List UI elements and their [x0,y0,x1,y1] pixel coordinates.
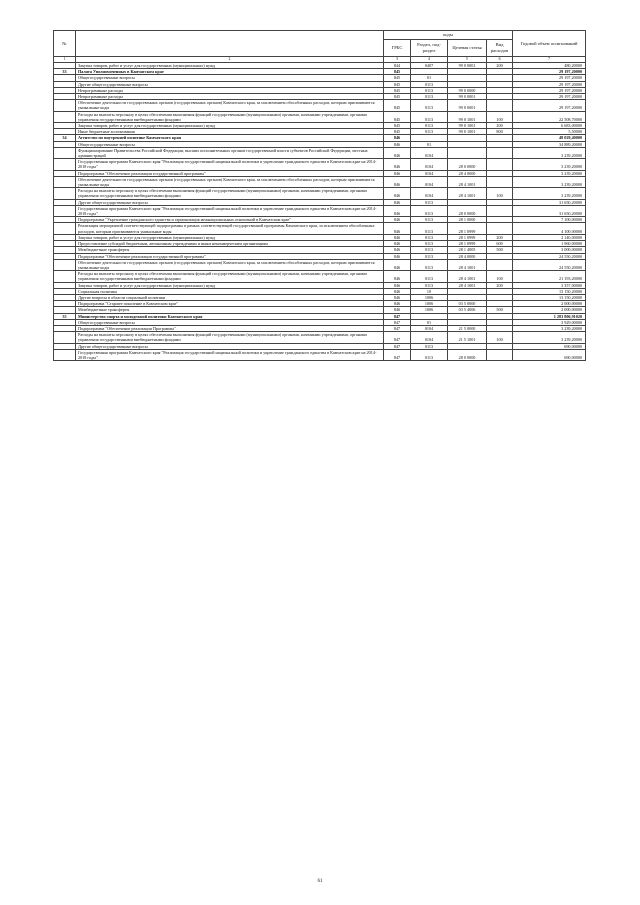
row-name: Общегосударственные вопросы [76,319,384,325]
row-name: Расходы на выплаты персоналу в целях обеспечения выполнения функций государственными (муниципальными) органами, казенными учреждениями, органами управления государственными внебюджетными фондами [76,111,384,122]
row-expense-type [487,259,513,270]
row-razdel: 0113 [411,343,448,349]
row-grbs: 846 [384,176,411,187]
row-razdel: 0113 [411,247,448,253]
row-num [54,349,76,360]
row-target-article: 03 5 4006 [448,307,487,313]
row-target-article: 28 4 1001 [448,271,487,282]
row-grbs: 846 [384,241,411,247]
row-expense-type: 200 [487,282,513,288]
row-name: Непрограммные расходы [76,87,384,93]
row-grbs: 846 [384,271,411,282]
row-num [54,100,76,111]
row-amount: 29 197,20000 [513,100,586,111]
row-razdel: 0113 [411,94,448,100]
row-grbs: 846 [384,188,411,199]
row-target-article: 28 1 0999 [448,241,487,247]
row-amount: 690,00000 [513,343,586,349]
row-amount: 29 197,20000 [513,75,586,81]
row-grbs: 845 [384,94,411,100]
row-grbs: 845 [384,69,411,75]
row-target-article: 28 4 1001 [448,176,487,187]
row-name: Другие общегосударственные вопросы [76,199,384,205]
row-target-article: 28 0 0000 [448,159,487,170]
row-amount: 1 283 806,91020 [513,313,586,319]
row-expense-type [487,176,513,187]
row-grbs: 847 [384,349,411,360]
row-num [54,188,76,199]
row-grbs: 846 [384,307,411,313]
row-amount: 3 929,00000 [513,319,586,325]
row-expense-type [487,147,513,158]
row-amount: 5,50000 [513,129,586,135]
row-num [54,111,76,122]
row-razdel: 1006 [411,294,448,300]
row-name: Подпрограмма "Обеспечение реализации Программы" [76,325,384,331]
row-amount: 3 239,20000 [513,325,586,331]
header-codes: коды [384,31,513,40]
row-grbs: 846 [384,234,411,240]
row-grbs: 847 [384,343,411,349]
row-expense-type: 100 [487,332,513,343]
row-name: Закупка товаров, работ и услуг для государственных (муниципальных) нужд [76,282,384,288]
table-row [54,111,586,122]
row-expense-type [487,159,513,170]
row-name: Расходы на выплаты персоналу в целях обеспечения выполнения функций государственными (муниципальными) органами, казенными учреждениями, органами управления государственными внебюджетными фондами [76,271,384,282]
row-name: Другие вопросы в области социальной политики [76,294,384,300]
row-name: Закупка товаров, работ и услуг для государственных (муниципальных) нужд [76,234,384,240]
header-num: № [54,31,76,57]
row-grbs: 846 [384,135,411,141]
table-body [54,63,586,361]
row-amount: 22 508,70000 [513,111,586,122]
row-expense-type: 200 [487,63,513,69]
row-razdel: 0113 [411,349,448,360]
row-razdel: 0113 [411,271,448,282]
row-expense-type: 100 [487,188,513,199]
row-target-article: 99 0 0001 [448,100,487,111]
header-sum: Годовой объем ассигнований [513,31,586,57]
row-amount: 2 000,00000 [513,301,586,307]
row-name: Социальная политика [76,288,384,294]
table-row [54,271,586,282]
row-name: Расходы на выплаты персоналу в целях обеспечения выполнения функций государственными (муниципальными) органами, казенными учреждениями, органами управления государственными внебюджетными фондами [76,188,384,199]
row-name: Иные бюджетные ассигнования [76,129,384,135]
row-num: 35 [54,313,76,319]
row-grbs: 846 [384,170,411,176]
row-amount: 6 683,00000 [513,123,586,129]
row-name: Обеспечение деятельности государственных органов (государственных органов) Камчатского края, за исключением обособленных расходов, которым присваиваются уникальные коды [76,259,384,270]
row-amount: 29 197,20000 [513,94,586,100]
row-amount: 24 550,20000 [513,259,586,270]
budget-table-sheet [53,30,585,361]
table-row [54,349,586,360]
row-razdel: 01 [411,141,448,147]
row-razdel: 0104 [411,188,448,199]
header-index-6: 6 [487,57,513,63]
row-amount: 2 140,00000 [513,234,586,240]
row-target-article: 99 0 0001 [448,63,487,69]
row-grbs: 844 [384,63,411,69]
row-amount: 13 150,20000 [513,288,586,294]
row-amount: 690,00000 [513,349,586,360]
header-index-7: 7 [513,57,586,63]
table-header [54,31,586,63]
row-target-article: 03 5 0000 [448,301,487,307]
row-razdel: 0113 [411,253,448,259]
row-name: Государственная программа Камчатского края "Реализация государственной национальной политики и укрепление гражданского единства в Камчатском крае на 2014-2018 годы" [76,349,384,360]
row-name: Функционирование Правительства Российской Федерации, высших исполнительных органов государственной власти субъектов Российской Федерации, местных администраций [76,147,384,158]
row-name: Расходы на выплаты персоналу в целях обеспечения выполнения функций государственными (муниципальными) органами, казенными учреждениями, органами управления государственными внебюджетными фондами [76,332,384,343]
row-grbs: 846 [384,253,411,259]
budget-table [53,30,586,361]
row-amount: 21 193,20000 [513,271,586,282]
row-razdel: 0104 [411,159,448,170]
row-amount: 3 239,20000 [513,332,586,343]
header-cst: Целевая статья [448,40,487,57]
row-grbs: 845 [384,81,411,87]
row-target-article: 28 1 0999 [448,223,487,234]
row-razdel: 10 [411,288,448,294]
row-name: Подпрограмма "Укрепление гражданского единства и гармонизация межнациональных отношений в Камчатском крае" [76,217,384,223]
row-amount: 3 239,20000 [513,170,586,176]
row-amount: 7 100,00000 [513,217,586,223]
row-grbs: 846 [384,141,411,147]
row-target-article: 28 0 0000 [448,349,487,360]
row-grbs: 847 [384,332,411,343]
row-amount: 34 889,20000 [513,141,586,147]
row-target-article: 21 5 1001 [448,332,487,343]
table-row [54,223,586,234]
row-razdel: 0113 [411,100,448,111]
table-row [54,100,586,111]
row-target-article: 28 4 0000 [448,253,487,259]
row-grbs: 845 [384,100,411,111]
row-grbs: 846 [384,301,411,307]
row-target-article [448,147,487,158]
row-razdel: 01 [411,319,448,325]
header-index-1: 1 [54,57,76,63]
row-grbs: 845 [384,123,411,129]
row-razdel: 1006 [411,307,448,313]
row-expense-type: 200 [487,123,513,129]
row-razdel: 0113 [411,205,448,216]
row-expense-type: 800 [487,129,513,135]
row-razdel: 0113 [411,87,448,93]
row-razdel: 0113 [411,223,448,234]
row-target-article: 99 0 1001 [448,129,487,135]
row-name: Государственная программа Камчатского края "Реализация государственной национальной политики и укрепление гражданского единства в Камчатском крае на 2014-2018 годы" [76,159,384,170]
row-razdel: 0113 [411,234,448,240]
row-target-article: 28 4 1001 [448,188,487,199]
row-razdel: 0104 [411,170,448,176]
row-name: Обеспечение деятельности государственных органов (государственных органов) Камчатского края, за исключением обособленных расходов, которым присваиваются уникальные коды [76,176,384,187]
row-amount: 48 029,40000 [513,135,586,141]
row-name: Закупка товаров, работ и услуг для государственных (муниципальных) нужд [76,63,384,69]
row-target-article: 28 4 1001 [448,259,487,270]
row-grbs: 847 [384,313,411,319]
row-razdel: 0104 [411,332,448,343]
header-razdel: Раздел, под-раздел [411,40,448,57]
row-razdel: 0113 [411,217,448,223]
row-amount: 29 197,20000 [513,69,586,75]
row-expense-type: 200 [487,234,513,240]
row-amount: 2 000,00000 [513,307,586,313]
row-target-article: 28 0 0000 [448,205,487,216]
row-grbs: 846 [384,199,411,205]
header-index-5: 5 [448,57,487,63]
row-target-article: 99 0 0000 [448,87,487,93]
row-grbs: 846 [384,159,411,170]
row-amount: 3 357,00000 [513,282,586,288]
row-num: 34 [54,135,76,141]
row-grbs: 845 [384,129,411,135]
row-grbs: 847 [384,319,411,325]
row-name: Реализация мероприятий соответствующей подпрограммы в рамках соответствующей государственной программы Камчатского края, за исключением обособленных расходов, которым присваиваются уникальные коды [76,223,384,234]
row-amount: 13 150,20000 [513,294,586,300]
header-grbs: ГРБС [384,40,411,57]
row-expense-type: 600 [487,241,513,247]
row-num [54,223,76,234]
row-razdel: 0104 [411,176,448,187]
row-razdel: 0113 [411,199,448,205]
table-row [54,147,586,158]
row-amount: 3 239,20000 [513,176,586,187]
row-razdel: 0113 [411,129,448,135]
row-num [54,205,76,216]
row-grbs: 846 [384,223,411,234]
row-amount: 1 960,00000 [513,241,586,247]
row-name: Общегосударственные вопросы [76,141,384,147]
row-target-article: 28 4 1001 [448,282,487,288]
row-expense-type [487,223,513,234]
row-name: Обеспечение деятельности государственных органов (государственных органов) Камчатского края, за исключением обособленных расходов, которым присваиваются уникальные коды [76,100,384,111]
header-vid: Вид расходов [487,40,513,57]
row-target-article: 21 5 0000 [448,325,487,331]
row-name: Палата Уполномоченных в Камчатском крае [76,69,384,75]
row-target-article: 99 0 0001 [448,94,487,100]
row-target-article: 99 0 1001 [448,111,487,122]
row-razdel: 0113 [411,259,448,270]
row-amount: 3 000,00000 [513,247,586,253]
row-expense-type: 500 [487,247,513,253]
row-razdel: 01 [411,75,448,81]
row-expense-type [487,100,513,111]
row-razdel: 0113 [411,282,448,288]
row-name: Непрограммные расходы [76,94,384,100]
row-expense-type [487,205,513,216]
row-name: Министерство спорта и молодежной политики Камчатского края [76,313,384,319]
row-grbs: 846 [384,282,411,288]
row-target-article: 28 1 0999 [448,234,487,240]
row-name: Межбюджетные трансферты [76,307,384,313]
row-target-article: 28 1 0000 [448,217,487,223]
row-amount: 29 197,20000 [513,81,586,87]
row-razdel: 0113 [411,123,448,129]
row-amount: 4 100,00000 [513,223,586,234]
row-grbs: 846 [384,147,411,158]
row-amount: 31 650,20000 [513,199,586,205]
row-num [54,159,76,170]
row-grbs: 846 [384,288,411,294]
row-name: Общегосударственные вопросы [76,75,384,81]
header-name [76,31,384,57]
row-amount: 3 239,20000 [513,159,586,170]
row-razdel: 0104 [411,147,448,158]
row-expense-type: 100 [487,111,513,122]
row-num [54,271,76,282]
row-expense-type [487,349,513,360]
row-name: Другие общегосударственные вопросы [76,81,384,87]
row-grbs: 846 [384,259,411,270]
row-grbs: 847 [384,325,411,331]
page-number: 61 [317,879,323,884]
table-row [54,159,586,170]
row-name: Подпрограмма "Старшее поколение в Камчатском крае" [76,301,384,307]
row-grbs: 846 [384,205,411,216]
header-index-4: 4 [411,57,448,63]
row-razdel: 0104 [411,325,448,331]
row-grbs: 846 [384,247,411,253]
table-row [54,259,586,270]
row-target-article: 28 1 4005 [448,247,487,253]
row-name: Закупка товаров, работ и услуг для государственных (муниципальных) нужд [76,123,384,129]
row-name: Межбюджетные трансферты [76,247,384,253]
header-index-3: 3 [384,57,411,63]
row-target-article: 99 0 1001 [448,123,487,129]
row-razdel: 0113 [411,81,448,87]
row-num: 33 [54,69,76,75]
row-name: Государственная программа Камчатского края "Реализация государственной национальной политики и укрепление гражданского единства в Камчатском крае на 2014-2018 годы" [76,205,384,216]
row-name: Подпрограмма "Обеспечение реализации государственной программы" [76,253,384,259]
row-amount: 29 197,20000 [513,87,586,93]
table-row [54,188,586,199]
row-grbs: 845 [384,75,411,81]
row-expense-type: 500 [487,307,513,313]
row-num [54,176,76,187]
row-grbs: 845 [384,111,411,122]
row-name: Предоставление субсидий бюджетным, автономным учреждениям и иным некоммерческим организациям [76,241,384,247]
row-razdel: 0113 [411,241,448,247]
row-num [54,147,76,158]
table-row [54,176,586,187]
row-num [54,332,76,343]
row-amount: 24 550,20000 [513,253,586,259]
row-razdel: 0407 [411,63,448,69]
row-grbs: 846 [384,217,411,223]
row-num [54,259,76,270]
row-amount: 31 650,20000 [513,205,586,216]
row-razdel: 0113 [411,111,448,122]
row-amount: 3 239,20000 [513,188,586,199]
row-target-article: 28 4 0000 [448,170,487,176]
table-row [54,332,586,343]
row-razdel: 1006 [411,301,448,307]
row-name: Другие общегосударственные вопросы [76,343,384,349]
table-row [54,205,586,216]
row-amount: 480,20000 [513,63,586,69]
row-amount: 3 239,20000 [513,147,586,158]
row-grbs: 845 [384,87,411,93]
row-grbs: 846 [384,294,411,300]
row-expense-type: 100 [487,271,513,282]
row-name: Агентство по внутренней политике Камчатского края [76,135,384,141]
row-name: Подпрограмма "Обеспечение реализации государственной программы" [76,170,384,176]
header-index-2: 2 [76,57,384,63]
